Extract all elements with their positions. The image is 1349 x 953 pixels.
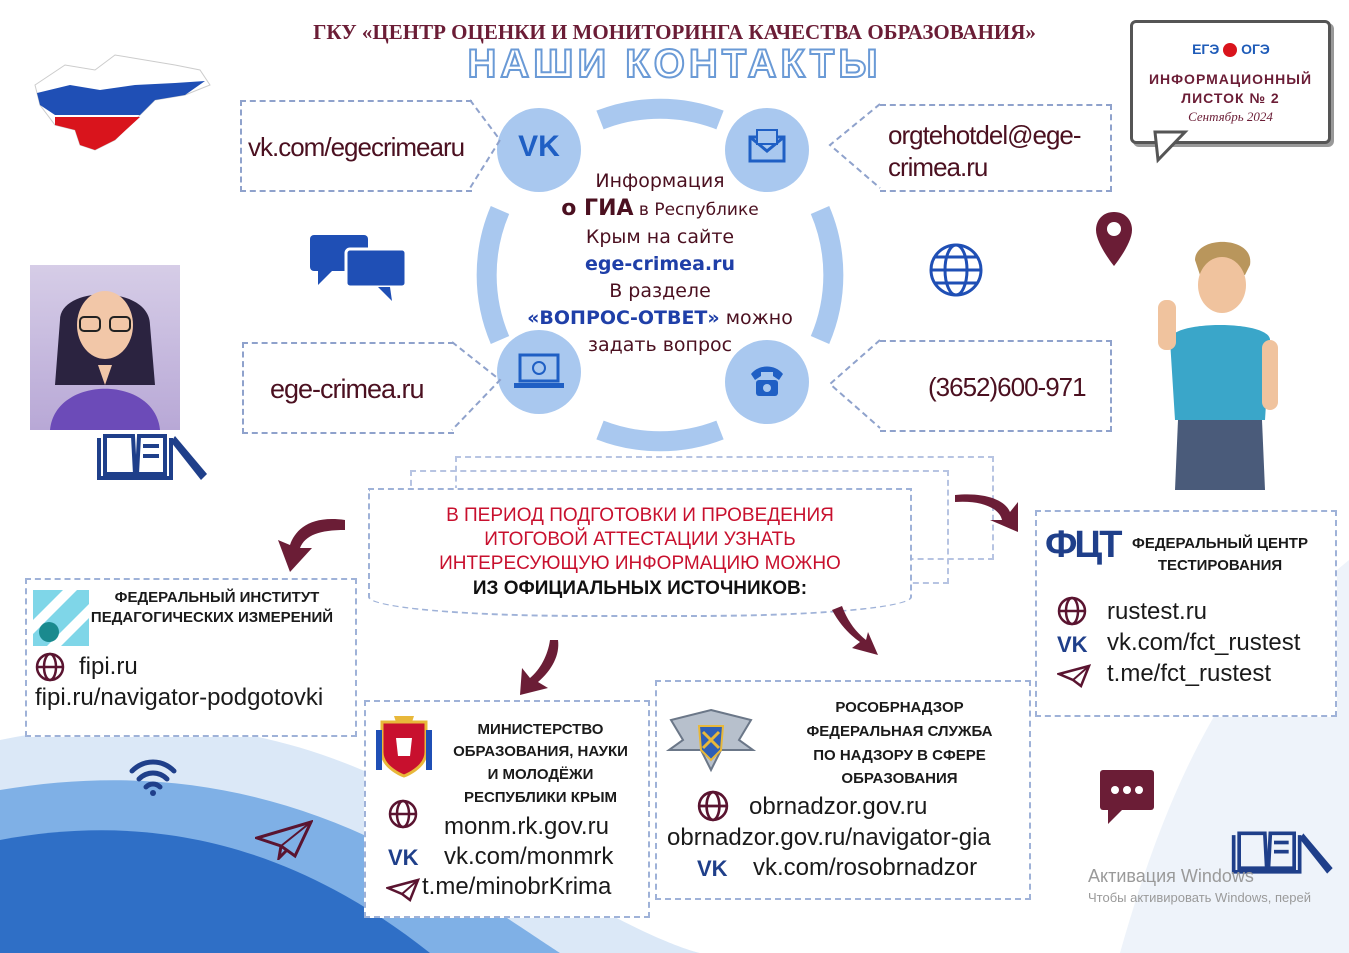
callout-line3: ИНТЕРЕСУЮЩУЮ ИНФОРМАЦИЮ МОЖНО <box>439 553 841 574</box>
wifi-icon <box>128 757 178 797</box>
rosobr-nav-link[interactable]: obrnadzor.gov.ru/navigator-gia <box>667 824 991 851</box>
rosobr-box <box>655 680 1031 900</box>
badge-line2: ЛИСТОК № 2 <box>1181 90 1280 106</box>
callout-line2: ИТОГОВОЙ АТТЕСТАЦИИ УЗНАТЬ <box>484 529 796 550</box>
oge-logo: ОГЭ <box>1241 41 1270 57</box>
fct-title1: ФЕДЕРАЛЬНЫЙ ЦЕНТР <box>1132 535 1308 552</box>
paper-plane-icon <box>255 820 313 860</box>
fipi-title2: ПЕДАГОГИЧЕСКИХ ИЗМЕРЕНИЙ <box>90 609 334 626</box>
minobr-box <box>364 700 650 918</box>
crimea-coat-of-arms <box>374 712 434 780</box>
fipi-site-row[interactable] <box>35 652 138 682</box>
rosobr-title3: ПО НАДЗОРУ В СФЕРЕ <box>813 747 986 764</box>
vk-icon: VK <box>697 856 728 881</box>
badge-line1: ИНФОРМАЦИОННЫЙ <box>1148 71 1313 87</box>
minobr-tg-link[interactable]: t.me/minobrKrima <box>422 873 612 900</box>
vk-icon: VK <box>1057 632 1088 657</box>
callout-line1: В ПЕРИОД ПОДГОТОВКИ И ПРОВЕДЕНИЯ <box>446 505 834 526</box>
vk-icon: VK <box>518 130 560 163</box>
rosobrnadzor-emblem <box>661 700 761 778</box>
site-contact-link[interactable]: ege-crimea.ru <box>270 374 424 404</box>
globe-icon <box>35 652 65 682</box>
vk-contact-link[interactable]: vk.com/egecrimearu <box>248 132 465 162</box>
windows-activation-title: Активация Windows <box>1088 866 1254 886</box>
rosobr-title4: ОБРАЗОВАНИЯ <box>841 770 958 787</box>
chat-dots-icon <box>1100 770 1154 824</box>
minobr-title2: ОБРАЗОВАНИЯ, НАУКИ <box>453 743 628 760</box>
org-title: ГКУ «ЦЕНТР ОЦЕНКИ И МОНИТОРИНГА КАЧЕСТВА ОБРАЗОВАНИЯ» <box>313 20 1036 44</box>
center-line5: В разделе <box>609 280 711 302</box>
center-line1: Информация <box>595 170 725 192</box>
email-line1[interactable]: orgtehotdel@ege- <box>888 120 1081 150</box>
globe-icon <box>697 790 729 822</box>
page-title: НАШИ КОНТАКТЫ <box>467 42 882 86</box>
fct-site-link[interactable]: rustest.ru <box>1107 598 1208 625</box>
minobr-title3: И МОЛОДЁЖИ <box>487 766 594 783</box>
fipi-box <box>25 578 357 737</box>
fipi-nav-link[interactable]: fipi.ru/navigator-podgotovki <box>35 684 324 711</box>
ege-logo: ЕГЭ <box>1192 41 1220 57</box>
fipi-title1: ФЕДЕРАЛЬНЫЙ ИНСТИТУТ <box>114 589 320 606</box>
center-line3: Крым на сайте <box>585 226 735 248</box>
callout-line4: ИЗ ОФИЦИАЛЬНЫХ ИСТОЧНИКОВ: <box>472 578 808 599</box>
minobr-site-link[interactable]: monm.rk.gov.ru <box>444 813 609 840</box>
fct-tg-link[interactable]: t.me/fct_rustest <box>1107 660 1272 687</box>
telegram-icon <box>1057 664 1091 688</box>
fipi-site-link[interactable]: fipi.ru <box>79 653 138 680</box>
minobr-title1: МИНИСТЕРСТВО <box>477 721 604 738</box>
globe-icon <box>1057 596 1087 626</box>
fct-logo: ФЦТ <box>1045 524 1120 566</box>
minobr-site-row[interactable] <box>388 798 432 830</box>
windows-activation-subtitle: Чтобы активировать Windows, перей <box>1088 890 1312 905</box>
minobr-title4: РЕСПУБЛИКИ КРЫМ <box>463 789 618 806</box>
fct-vk-link[interactable]: vk.com/fct_rustest <box>1107 629 1301 656</box>
center-line2: о ГИА в Республике <box>561 196 759 221</box>
center-line4[interactable]: ege-crimea.ru <box>584 253 736 275</box>
center-line6: «ВОПРОС-ОТВЕТ» можно <box>527 307 793 329</box>
fipi-nav-row[interactable] <box>35 684 323 712</box>
rosobr-vk-link[interactable]: vk.com/rosobrnadzor <box>753 854 978 881</box>
email-line2[interactable]: crimea.ru <box>888 152 988 182</box>
fct-title2: ТЕСТИРОВАНИЯ <box>1157 557 1283 574</box>
telegram-icon <box>386 878 420 902</box>
vk-icon: VK <box>388 845 419 870</box>
fct-box <box>1035 510 1337 717</box>
globe-icon <box>388 798 418 830</box>
phone-contact-link[interactable]: (3652)600-971 <box>928 372 1086 402</box>
minobr-vk-link[interactable]: vk.com/monmrk <box>444 843 614 870</box>
rosobr-title2: ФЕДЕРАЛЬНАЯ СЛУЖБА <box>806 723 993 740</box>
badge-date: Сентябрь 2024 <box>1188 109 1273 124</box>
center-line7: задать вопрос <box>587 334 733 356</box>
rosobr-site-link[interactable]: obrnadzor.gov.ru <box>749 793 928 820</box>
rosobr-title1: РОСОБРНАДЗОР <box>835 699 964 716</box>
